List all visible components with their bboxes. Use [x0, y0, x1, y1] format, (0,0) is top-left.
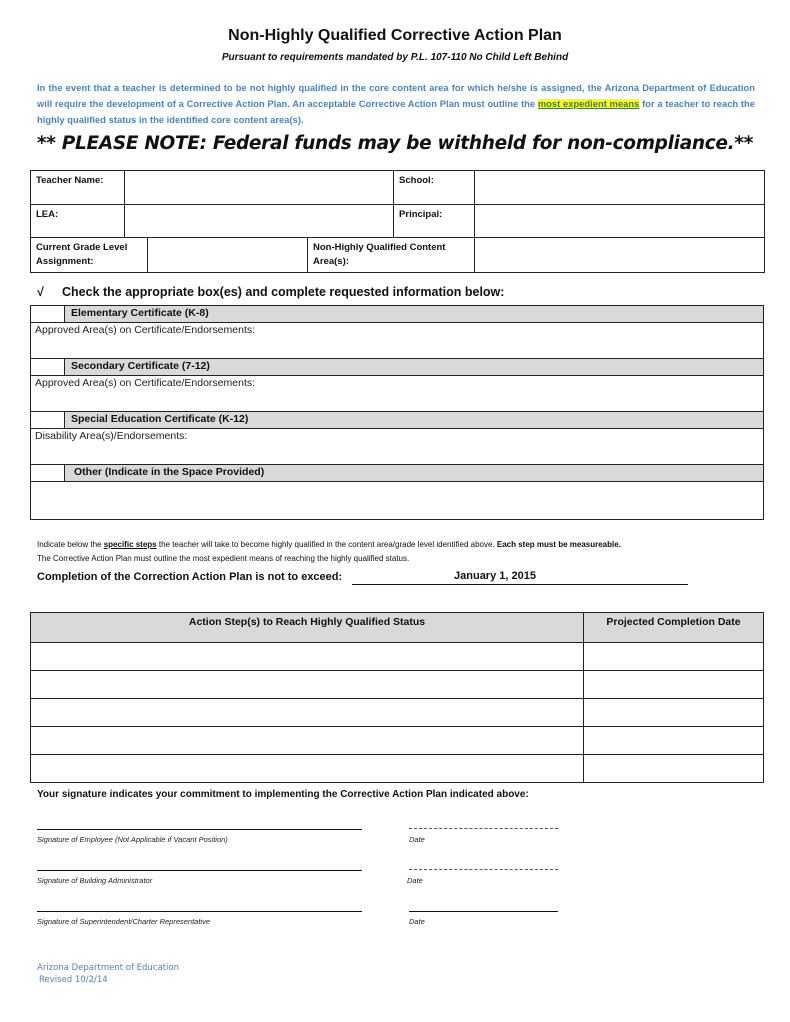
content-area-label: Non-Highly Qualified Content Area(s): [308, 238, 475, 273]
intro-highlight: most expedient means [537, 99, 640, 109]
superintendent-date-label: Date [409, 917, 425, 926]
specific-steps-emphasis: specific steps [103, 540, 157, 549]
federal-funds-notice: ** PLEASE NOTE: Federal funds may be withheld for non-compliance.** [36, 133, 754, 154]
intro-text-after: for a teacher to reach the highly qualified status in the identified core content area(s). [37, 99, 756, 125]
page-title: Non-Highly Qualified Corrective Action Plan [228, 27, 562, 44]
action-step-cell[interactable] [31, 643, 584, 671]
grade-level-field[interactable] [148, 238, 308, 273]
special-education-certificate-checkbox[interactable] [31, 412, 65, 429]
action-step-cell[interactable] [31, 727, 584, 755]
lea-label: LEA: [31, 205, 125, 238]
principal-label: Principal: [394, 205, 475, 238]
projected-date-cell[interactable] [584, 727, 764, 755]
steps-note-line-2: The Corrective Action Plan must outline the most expedient means of reaching the highly qualified status. [37, 554, 410, 563]
other-certificate-checkbox[interactable] [31, 465, 65, 482]
projected-date-cell[interactable] [584, 699, 764, 727]
administrator-signature-label: Signature of Building Administrator [37, 876, 153, 885]
teacher-name-label: Teacher Name: [31, 171, 125, 205]
table-row [31, 699, 764, 727]
administrator-signature-line[interactable] [37, 870, 362, 871]
secondary-endorsements-label: Approved Area(s) on Certificate/Endorsements: [35, 377, 256, 389]
employee-signature-label: Signature of Employee (Not Applicable if Vacant Position) [37, 835, 228, 844]
grade-level-label: Current Grade Level Assignment: [31, 238, 148, 273]
employee-date-line[interactable] [409, 828, 558, 829]
table-row [31, 671, 764, 699]
steps-note-text-2: the teacher will take to become highly qualified in the content area/grade level identified above. [156, 540, 497, 549]
measureable-emphasis: Each step must be measureable. [496, 540, 621, 549]
secondary-certificate-checkbox[interactable] [31, 359, 65, 376]
disability-endorsements-label: Disability Area(s)/Endorsements: [35, 430, 188, 442]
checkmark-icon: √ [37, 285, 44, 299]
teacher-name-field[interactable] [125, 171, 394, 205]
other-certificate-label: Other (Indicate in the Space Provided) [65, 465, 764, 482]
lea-field[interactable] [125, 205, 394, 238]
steps-note-text: Indicate below the [37, 540, 104, 549]
footer [37, 962, 179, 986]
intro-paragraph [37, 80, 755, 128]
teacher-info-table [30, 170, 765, 273]
superintendent-signature-line[interactable] [37, 911, 362, 912]
elementary-certificate-label: Elementary Certificate (K-8) [65, 306, 764, 323]
signature-intro: Your signature indicates your commitment to implementing the Corrective Action Plan indicated above: [37, 789, 529, 800]
secondary-endorsements-field[interactable] [31, 376, 764, 412]
certificate-table [30, 305, 764, 520]
footer-revised: Revised 10/2/14 [39, 975, 108, 985]
completion-date-field[interactable] [352, 570, 688, 585]
projected-date-cell[interactable] [584, 755, 764, 783]
superintendent-signature-label: Signature of Superintendent/Charter Representative [37, 917, 211, 926]
specific-steps-instructions [37, 538, 757, 566]
action-step-cell[interactable] [31, 671, 584, 699]
intro-text-before: In the event that a teacher is determined to be not highly qualified in the core content area for which he/she is assigned, the Arizona Department of Education will require the development of a Corrective Action Plan. An acceptable Corrective Action Plan must outline the [37, 83, 755, 109]
checklist-heading-text: Check the appropriate box(es) and complete requested information below: [62, 285, 505, 299]
disability-endorsements-field[interactable] [31, 429, 764, 465]
employee-date-label: Date [409, 835, 425, 844]
elementary-endorsements-field[interactable] [31, 323, 764, 359]
action-step-cell[interactable] [31, 755, 584, 783]
action-step-cell[interactable] [31, 699, 584, 727]
table-row [31, 643, 764, 671]
secondary-certificate-label: Secondary Certificate (7-12) [65, 359, 764, 376]
principal-field[interactable] [475, 205, 765, 238]
school-label: School: [394, 171, 475, 205]
page-subtitle: Pursuant to requirements mandated by P.L. 107-110 No Child Left Behind [221, 52, 569, 63]
completion-label: Completion of the Correction Action Plan is not to exceed: [37, 571, 343, 583]
checklist-heading [37, 285, 504, 299]
administrator-date-line[interactable] [409, 869, 558, 870]
content-area-field[interactable] [475, 238, 765, 273]
action-steps-header: Action Step(s) to Reach Highly Qualified Status [31, 613, 584, 643]
superintendent-date-line[interactable] [409, 911, 558, 912]
table-row [31, 727, 764, 755]
special-education-certificate-label: Special Education Certificate (K-12) [65, 412, 764, 429]
projected-date-cell[interactable] [584, 643, 764, 671]
elementary-certificate-checkbox[interactable] [31, 306, 65, 323]
school-field[interactable] [475, 171, 765, 205]
footer-org: Arizona Department of Education [37, 963, 179, 973]
employee-signature-line[interactable] [37, 829, 362, 830]
elementary-endorsements-label: Approved Area(s) on Certificate/Endorsements: [35, 324, 256, 336]
completion-date-value: January 1, 2015 [454, 570, 536, 582]
projected-date-cell[interactable] [584, 671, 764, 699]
administrator-date-label: Date [407, 876, 423, 885]
table-row [31, 755, 764, 783]
other-certificate-field[interactable] [31, 482, 764, 520]
action-steps-table [30, 612, 764, 783]
projected-date-header: Projected Completion Date [584, 613, 764, 643]
